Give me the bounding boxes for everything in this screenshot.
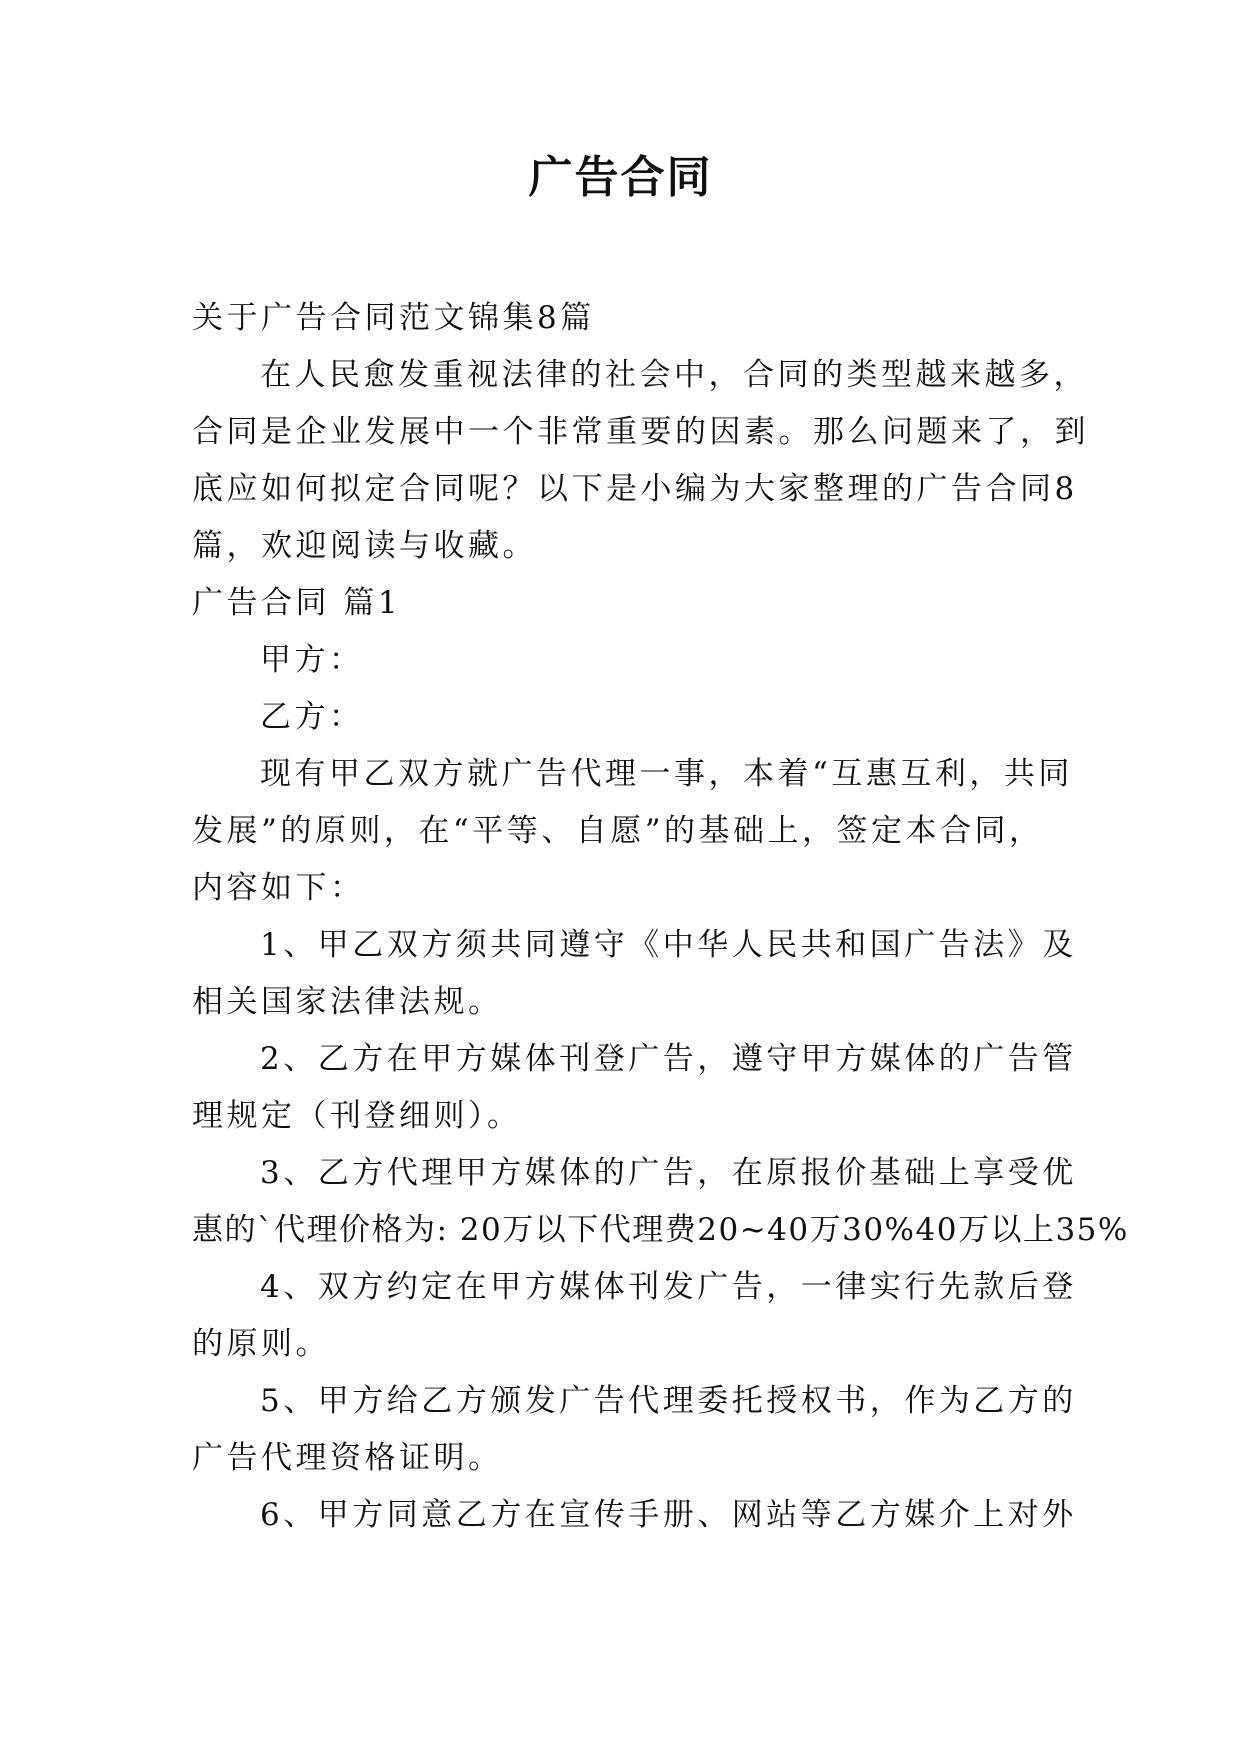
- doc-line-paragraph: 篇，欢迎阅读与收藏。: [192, 528, 537, 564]
- doc-line-clause: 2、乙方在甲方媒体刊登广告，遵守甲方媒体的广告管: [260, 1041, 1077, 1077]
- doc-line-clause: 6、甲方同意乙方在宣传手册、网站等乙方媒介上对外: [260, 1497, 1077, 1533]
- doc-line-clause: 广告代理资格证明。: [192, 1440, 503, 1476]
- doc-line-paragraph: 内容如下：: [192, 870, 365, 906]
- doc-line-clause: 3、乙方代理甲方媒体的广告，在原报价基础上享受优: [260, 1155, 1077, 1191]
- doc-line-clause: 的原则。: [192, 1326, 330, 1362]
- doc-line-paragraph: 在人民愈发重视法律的社会中，合同的类型越来越多，: [260, 357, 1088, 393]
- doc-line-clause: 4、双方约定在甲方媒体刊发广告，一律实行先款后登: [260, 1269, 1077, 1305]
- doc-line-clause: 1、甲乙双方须共同遵守《中华人民共和国广告法》及: [260, 927, 1077, 963]
- doc-line-section-heading: 广告合同 篇1: [192, 585, 402, 621]
- document-body: [192, 290, 1129, 1544]
- doc-line-party-a: 甲方：: [260, 642, 364, 678]
- doc-line-party-b: 乙方：: [260, 699, 364, 735]
- document-title: 广告合同: [528, 152, 713, 203]
- doc-line-intro-heading: 关于广告合同范文锦集8篇: [192, 300, 595, 336]
- doc-line-paragraph: 现有甲乙双方就广告代理一事，本着“互惠互利，共同: [260, 756, 1073, 792]
- doc-line-paragraph: 合同是企业发展中一个非常重要的因素。那么问题来了，到: [192, 414, 1089, 450]
- doc-line-clause: 惠的`代理价格为: 20万以下代理费20~40万30%40万以上35%: [192, 1212, 1129, 1248]
- doc-line-clause: 5、甲方给乙方颁发广告代理委托授权书，作为乙方的: [260, 1383, 1077, 1419]
- doc-line-paragraph: 发展”的原则，在“平等、自愿”的基础上，签定本合同，: [192, 813, 1044, 849]
- doc-line-clause: 理规定（刊登细则）。: [192, 1098, 522, 1134]
- doc-line-paragraph: 底应如何拟定合同呢？以下是小编为大家整理的广告合同8: [192, 471, 1078, 507]
- doc-line-clause: 相关国家法律法规。: [192, 984, 503, 1020]
